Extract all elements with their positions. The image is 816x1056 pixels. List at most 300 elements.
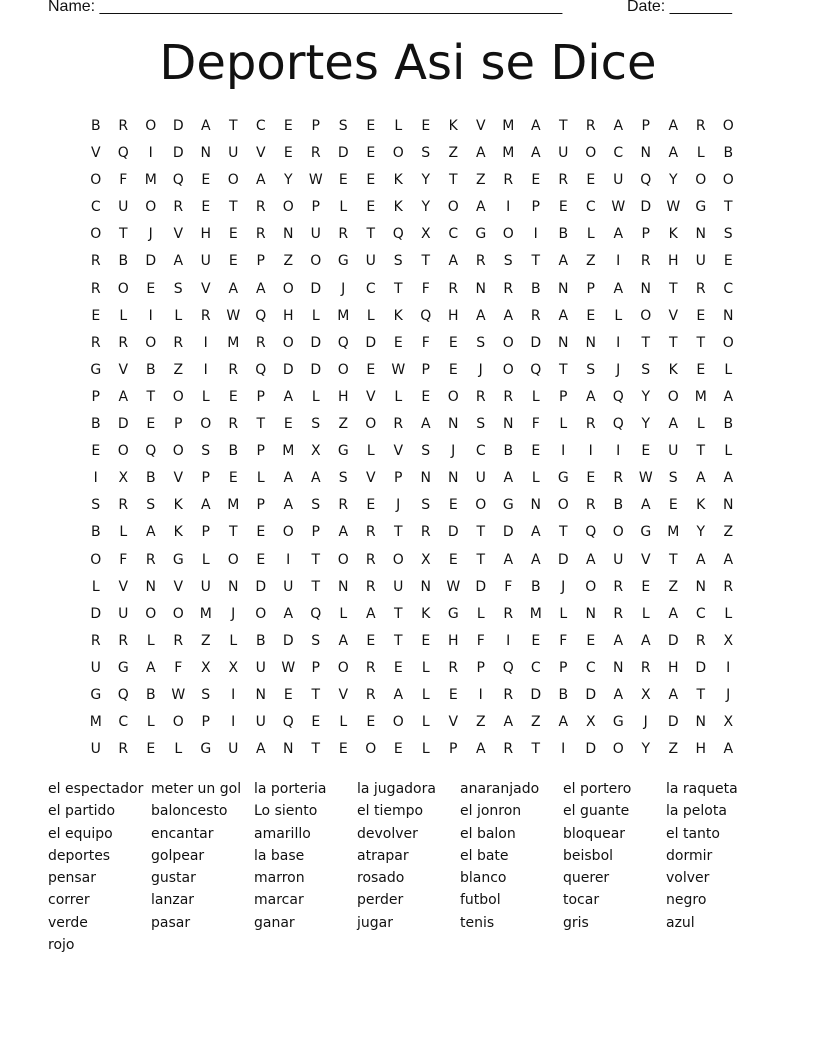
grid-letter: D (530, 334, 542, 351)
grid-letter: L (421, 686, 430, 703)
grid-letter: O (722, 118, 734, 134)
grid-letter: D (310, 280, 322, 297)
grid-letter: O (722, 334, 734, 351)
grid-letter: E (256, 551, 266, 568)
grid-row (82, 194, 742, 221)
grid-letter: V (365, 470, 376, 487)
grid-letter: R (338, 226, 349, 243)
grid-letter: T (311, 686, 321, 703)
word-bank-item: la base (254, 847, 305, 864)
grid-letter: S (146, 497, 156, 514)
grid-letter: A (613, 118, 624, 134)
grid-letter: R (613, 605, 624, 622)
grid-letter: E (448, 361, 458, 378)
grid-letter: E (448, 551, 458, 568)
grid-letter: H (200, 226, 212, 243)
grid-letter: J (148, 226, 153, 243)
grid-letter: A (668, 145, 679, 162)
grid-letter: B (723, 145, 734, 162)
grid-letter: T (366, 226, 376, 243)
grid-row (82, 547, 742, 574)
grid-letter: Q (585, 524, 597, 541)
grid-letter: Q (145, 443, 157, 460)
grid-letter: E (586, 470, 596, 487)
grid-letter: T (723, 199, 733, 216)
word-bank-item: el portero (563, 781, 632, 797)
word-bank-item: Lo siento (254, 803, 318, 820)
grid-letter: A (668, 605, 679, 622)
grid-letter: S (393, 253, 403, 270)
grid-letter: Y (696, 524, 706, 541)
grid-letter: O (695, 172, 707, 189)
grid-letter: S (91, 497, 101, 514)
grid-letter: E (146, 741, 156, 758)
grid-letter: G (337, 443, 349, 460)
grid-letter: S (668, 470, 678, 487)
grid-letter: R (255, 199, 266, 216)
grid-letter: I (231, 686, 236, 703)
grid-letter: R (90, 632, 101, 649)
grid-letter: T (256, 416, 266, 433)
grid-letter: C (448, 226, 459, 243)
grid-letter: P (311, 524, 320, 541)
grid-letter: L (531, 470, 540, 487)
grid-letter: X (640, 686, 651, 703)
grid-letter: P (311, 118, 320, 134)
grid-letter: N (283, 226, 294, 243)
grid-letter: L (339, 714, 348, 731)
word-bank-item: beisbol (563, 847, 614, 864)
grid-row (82, 303, 742, 330)
grid-letter: T (696, 686, 706, 703)
grid-letter: E (641, 443, 651, 460)
grid-letter: V (475, 118, 486, 134)
word-bank-item: dormir (666, 847, 713, 864)
word-bank-item: blanco (460, 870, 507, 887)
grid-letter: U (200, 578, 211, 595)
grid-letter: R (695, 118, 706, 134)
word-bank-item: el jonron (460, 803, 522, 820)
grid-letter: A (145, 659, 156, 676)
grid-letter: E (393, 659, 403, 676)
grid-letter: H (667, 659, 679, 676)
grid-letter: R (503, 605, 514, 622)
grid-letter: Z (283, 253, 294, 270)
grid-letter: O (145, 118, 157, 134)
grid-letter: R (118, 632, 129, 649)
grid-letter: A (723, 388, 734, 405)
grid-letter: E (393, 334, 403, 351)
grid-letter: E (366, 199, 376, 216)
grid-letter: I (561, 741, 566, 758)
grid-letter: S (311, 416, 321, 433)
grid-letter: R (503, 741, 514, 758)
grid-letter: J (341, 280, 346, 297)
grid-letter: T (393, 605, 403, 622)
grid-letter: T (146, 388, 156, 405)
grid-letter: P (256, 497, 265, 514)
grid-letter: O (447, 388, 459, 405)
grid-letter: L (146, 632, 155, 649)
grid-row (82, 276, 742, 303)
grid-letter: I (148, 307, 153, 324)
grid-letter: A (530, 524, 541, 541)
grid-letter: I (203, 361, 208, 378)
grid-letter: J (643, 714, 648, 731)
grid-letter: J (396, 497, 401, 514)
grid-letter: W (226, 307, 241, 324)
grid-letter: A (723, 741, 734, 758)
grid-letter: W (171, 686, 186, 703)
grid-letter: E (641, 578, 651, 595)
grid-letter: J (726, 686, 731, 703)
grid-letter: E (366, 497, 376, 514)
grid-letter: K (668, 361, 678, 378)
grid-letter: E (393, 741, 403, 758)
grid-letter: A (283, 497, 294, 514)
grid-letter: A (255, 172, 266, 189)
grid-letter: R (310, 145, 321, 162)
grid-letter: R (503, 172, 514, 189)
grid-letter: D (255, 578, 267, 595)
grid-letter: D (502, 524, 514, 541)
grid-letter: O (365, 416, 377, 433)
grid-letter: I (231, 714, 236, 731)
word-bank-item: perder (357, 892, 404, 909)
grid-letter: S (476, 416, 486, 433)
grid-letter: O (117, 280, 129, 297)
grid-letter: A (145, 524, 156, 541)
grid-letter: A (503, 470, 514, 487)
grid-letter: T (448, 172, 458, 189)
grid-letter: R (365, 686, 376, 703)
grid-letter: T (696, 334, 706, 351)
grid-letter: T (531, 741, 541, 758)
grid-letter: N (448, 470, 459, 487)
grid-letter: L (174, 741, 183, 758)
grid-letter: N (613, 659, 624, 676)
grid-letter: E (366, 361, 376, 378)
grid-letter: N (420, 578, 431, 595)
grid-letter: T (228, 524, 238, 541)
grid-letter: N (145, 578, 156, 595)
grid-letter: T (668, 334, 678, 351)
grid-letter: U (475, 470, 486, 487)
grid-letter: D (695, 659, 707, 676)
grid-letter: H (447, 632, 459, 649)
grid-letter: V (640, 551, 651, 568)
grid-letter: O (392, 551, 404, 568)
grid-letter: A (420, 416, 431, 433)
grid-letter: O (282, 199, 294, 216)
grid-letter: T (421, 253, 431, 270)
grid-letter: B (503, 443, 514, 460)
grid-letter: U (255, 714, 266, 731)
word-bank-item: baloncesto (151, 803, 228, 820)
grid-letter: T (228, 199, 238, 216)
grid-letter: T (696, 443, 706, 460)
grid-letter: E (283, 145, 293, 162)
grid-letter: P (201, 524, 210, 541)
grid-letter: I (533, 226, 538, 243)
grid-letter: T (311, 741, 321, 758)
grid-letter: A (475, 199, 486, 216)
grid-letter: P (256, 253, 265, 270)
grid-letter: L (614, 307, 623, 324)
grid-letter: X (723, 714, 734, 731)
grid-letter: N (695, 578, 706, 595)
grid-letter: I (286, 551, 291, 568)
grid-letter: R (613, 578, 624, 595)
grid-letter: M (694, 388, 707, 405)
grid-letter: L (311, 388, 320, 405)
grid-letter: E (366, 172, 376, 189)
grid-letter: A (695, 551, 706, 568)
page-title: Deportes Asi se Dice (159, 35, 657, 91)
grid-row (82, 465, 742, 492)
grid-letter: G (695, 199, 707, 216)
word-bank-item: pensar (48, 870, 97, 887)
grid-letter: E (338, 172, 348, 189)
grid-letter: R (228, 416, 239, 433)
grid-letter: M (667, 524, 680, 541)
grid-letter: E (146, 280, 156, 297)
grid-letter: V (365, 388, 376, 405)
grid-letter: Y (668, 172, 678, 189)
grid-letter: A (283, 470, 294, 487)
grid-letter: A (668, 686, 679, 703)
grid-letter: A (558, 253, 569, 270)
grid-letter: B (530, 578, 541, 595)
word-bank-item: tocar (563, 892, 600, 909)
grid-letter: C (255, 118, 266, 134)
grid-letter: O (145, 334, 157, 351)
grid-letter: R (695, 632, 706, 649)
grid-row (82, 384, 742, 411)
grid-letter: A (585, 388, 596, 405)
grid-letter: V (173, 578, 184, 595)
grid-letter: N (585, 334, 596, 351)
grid-letter: L (724, 361, 733, 378)
grid-letter: I (93, 470, 98, 487)
grid-letter: T (531, 253, 541, 270)
grid-letter: R (640, 253, 651, 270)
grid-letter: H (667, 253, 679, 270)
grid-letter: P (641, 226, 650, 243)
grid-letter: V (338, 686, 349, 703)
grid-letter: I (506, 199, 511, 216)
grid-letter: D (475, 578, 487, 595)
grid-letter: R (90, 253, 101, 270)
grid-letter: Y (421, 172, 431, 189)
grid-letter: L (91, 578, 100, 595)
word-bank-item: la porteria (254, 781, 327, 797)
grid-letter: W (611, 199, 626, 216)
grid-letter: E (586, 307, 596, 324)
grid-letter: U (200, 253, 211, 270)
grid-letter: E (146, 416, 156, 433)
grid-letter: T (393, 280, 403, 297)
grid-letter: P (559, 388, 568, 405)
grid-letter: T (228, 118, 238, 134)
grid-letter: A (393, 686, 404, 703)
grid-letter: A (475, 145, 486, 162)
grid-letter: L (256, 470, 265, 487)
grid-row (82, 574, 742, 601)
word-bank-item: el equipo (48, 825, 113, 842)
grid-letter: P (174, 416, 183, 433)
grid-letter: B (145, 470, 156, 487)
grid-letter: A (613, 632, 624, 649)
grid-row (82, 248, 742, 275)
grid-letter: O (227, 172, 239, 189)
grid-letter: O (255, 605, 267, 622)
grid-letter: G (612, 714, 624, 731)
grid-letter: U (393, 578, 404, 595)
grid-row (82, 113, 742, 140)
grid-letter: A (530, 145, 541, 162)
grid-letter: R (118, 118, 129, 134)
grid-row (82, 601, 742, 628)
grid-letter: O (90, 551, 102, 568)
grid-letter: O (172, 605, 184, 622)
grid-letter: M (282, 443, 295, 460)
grid-letter: Z (668, 578, 679, 595)
grid-letter: C (585, 659, 596, 676)
grid-letter: L (559, 605, 568, 622)
grid-letter: F (504, 578, 513, 595)
grid-letter: G (90, 686, 102, 703)
word-bank-item: gustar (151, 870, 196, 887)
grid-letter: L (421, 714, 430, 731)
grid-letter: D (640, 199, 652, 216)
grid-letter: G (117, 659, 129, 676)
grid-letter: O (172, 443, 184, 460)
grid-letter: Y (641, 416, 651, 433)
grid-letter: A (503, 551, 514, 568)
grid-letter: Z (475, 714, 486, 731)
grid-letter: N (338, 578, 349, 595)
grid-letter: L (696, 145, 705, 162)
grid-letter: S (201, 686, 211, 703)
grid-letter: A (585, 551, 596, 568)
grid-letter: R (420, 524, 431, 541)
grid-letter: Q (530, 361, 542, 378)
grid-letter: N (200, 145, 211, 162)
grid-letter: R (585, 416, 596, 433)
grid-letter: E (558, 199, 568, 216)
grid-letter: N (723, 307, 734, 324)
grid-letter: Z (200, 632, 211, 649)
grid-letter: E (586, 172, 596, 189)
word-bank-item: ganar (254, 914, 295, 931)
grid-letter: O (640, 307, 652, 324)
grid-letter: P (91, 388, 100, 405)
grid-letter: Y (641, 741, 651, 758)
grid-letter: N (695, 714, 706, 731)
grid-letter: Z (448, 145, 459, 162)
grid-letter: A (503, 714, 514, 731)
grid-letter: P (449, 741, 458, 758)
grid-letter: V (668, 307, 679, 324)
grid-letter: E (283, 686, 293, 703)
date-field-label: Date: _______ (627, 0, 732, 15)
grid-letter: G (447, 605, 459, 622)
grid-letter: L (476, 605, 485, 622)
word-bank-item: gris (563, 914, 589, 931)
grid-letter: R (503, 686, 514, 703)
grid-letter: E (723, 253, 733, 270)
grid-letter: E (421, 388, 431, 405)
grid-letter: C (90, 199, 101, 216)
grid-letter: T (393, 524, 403, 541)
grid-letter: E (696, 307, 706, 324)
grid-letter: N (723, 497, 734, 514)
grid-letter: O (172, 714, 184, 731)
grid-row (82, 736, 742, 763)
grid-letter: L (586, 226, 595, 243)
grid-row (82, 330, 742, 357)
grid-letter: N (420, 470, 431, 487)
grid-letter: Q (392, 226, 404, 243)
grid-letter: A (503, 307, 514, 324)
grid-letter: O (475, 497, 487, 514)
grid-letter: L (394, 118, 403, 134)
grid-letter: A (448, 253, 459, 270)
grid-letter: R (640, 659, 651, 676)
grid-letter: I (616, 443, 621, 460)
grid-letter: O (310, 253, 322, 270)
grid-letter: E (228, 388, 238, 405)
grid-letter: P (201, 714, 210, 731)
grid-letter: T (558, 118, 568, 134)
grid-letter: O (200, 416, 212, 433)
grid-letter: C (475, 443, 486, 460)
grid-letter: N (530, 497, 541, 514)
grid-letter: U (613, 172, 624, 189)
grid-letter: E (448, 334, 458, 351)
grid-letter: B (558, 226, 569, 243)
grid-letter: R (255, 226, 266, 243)
grid-letter: N (228, 578, 239, 595)
grid-letter: E (586, 632, 596, 649)
grid-letter: J (561, 578, 566, 595)
grid-letter: K (393, 199, 403, 216)
grid-letter: U (668, 443, 679, 460)
grid-letter: U (558, 145, 569, 162)
grid-letter: Q (612, 416, 624, 433)
grid-letter: E (91, 307, 101, 324)
grid-letter: E (228, 470, 238, 487)
grid-letter: L (119, 307, 128, 324)
grid-letter: K (448, 118, 458, 134)
grid-letter: G (90, 361, 102, 378)
grid-letter: D (90, 605, 102, 622)
grid-row (82, 709, 742, 736)
grid-letter: O (557, 497, 569, 514)
grid-letter: N (585, 605, 596, 622)
word-bank-item: golpear (151, 847, 205, 864)
grid-letter: O (90, 172, 102, 189)
grid-letter: E (531, 172, 541, 189)
grid-letter: R (173, 632, 184, 649)
grid-letter: R (448, 659, 459, 676)
grid-letter: M (89, 714, 102, 731)
grid-letter: Q (255, 361, 267, 378)
grid-letter: O (172, 388, 184, 405)
grid-letter: Z (723, 524, 734, 541)
grid-letter: N (283, 741, 294, 758)
